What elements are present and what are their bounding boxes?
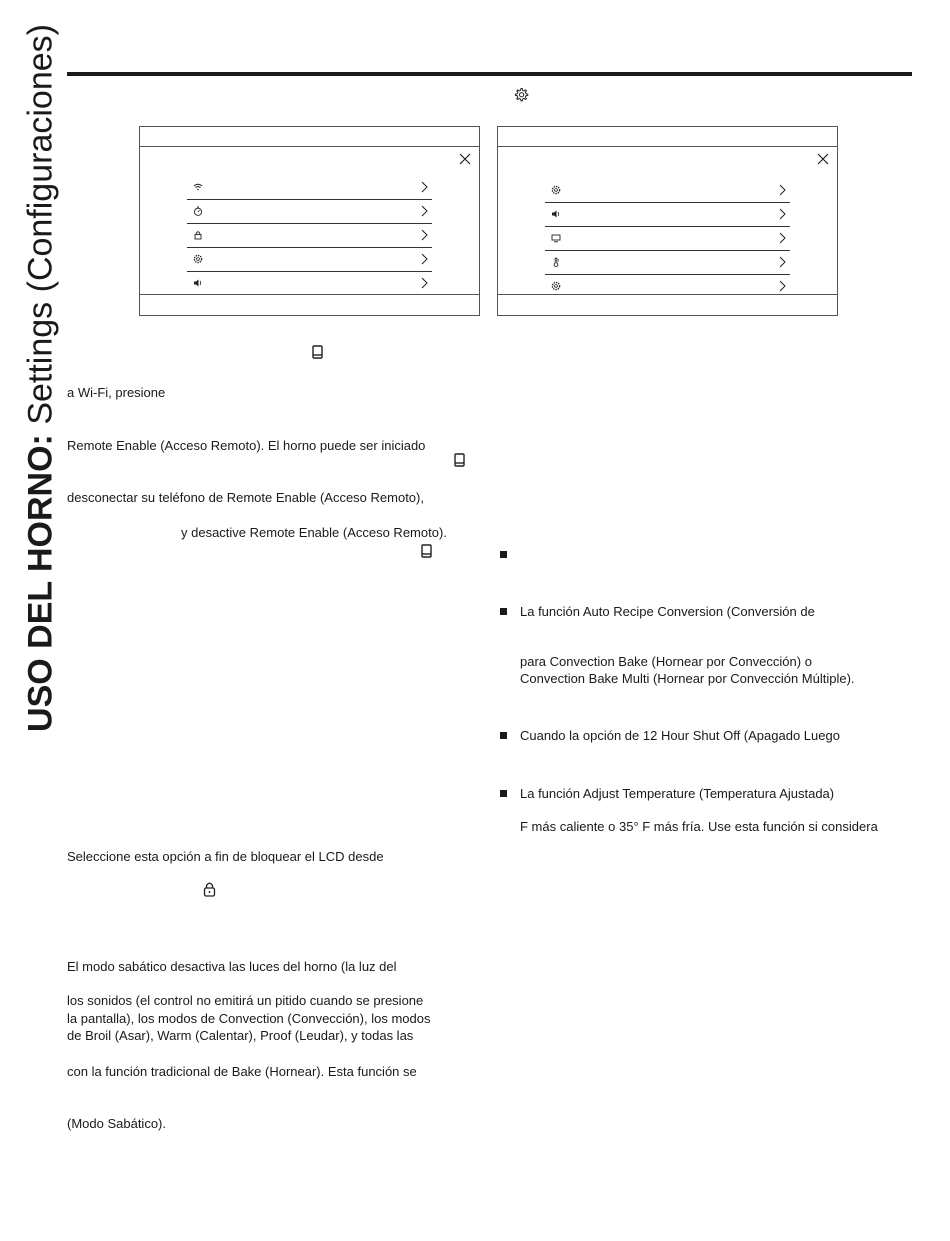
sabbath-text-5: con la función tradicional de Bake (Hornear). Esta función se [67, 1064, 417, 1079]
sabbath-text-6: (Modo Sabático). [67, 1116, 166, 1131]
section-title-regular: Settings (Configuraciones) [21, 24, 60, 425]
settings-item-sound[interactable] [545, 203, 790, 227]
sabbath-text-4: de Broil (Asar), Warm (Calentar), Proof (Leudar), y todas las [67, 1028, 414, 1043]
phone-icon [312, 345, 323, 359]
settings-item-lock[interactable] [187, 224, 432, 248]
disconnect-text: desconectar su teléfono de Remote Enable (Acceso Remoto), [67, 490, 424, 505]
chevron-right-icon [779, 256, 786, 268]
panel-footer-divider [498, 294, 837, 295]
close-icon[interactable] [459, 153, 471, 165]
chevron-right-icon [421, 253, 428, 265]
chevron-right-icon [421, 181, 428, 193]
header-rule [67, 72, 912, 76]
timer-icon [193, 206, 203, 216]
settings-item-display[interactable] [545, 227, 790, 251]
panel-header-divider [498, 146, 837, 147]
section-title-bold: USO DEL HORNO: [21, 434, 60, 732]
convection-text-2: Convection Bake Multi (Hornear por Convección Múltiple). [520, 671, 855, 686]
lock-text: Seleccione esta opción a fin de bloquear el LCD desde [67, 849, 384, 864]
phone-icon [454, 453, 465, 467]
sabbath-text-2: los sonidos (el control no emitirá un pitido cuando se presione [67, 993, 424, 1008]
chevron-right-icon [421, 229, 428, 241]
phone-icon [421, 544, 432, 558]
shutoff-text: Cuando la opción de 12 Hour Shut Off (Apagado Luego [520, 728, 840, 743]
adjust-temp-text-2: F más caliente o 35° F más fría. Use esta función si considera [520, 819, 878, 834]
wifi-text: a Wi-Fi, presione [67, 385, 166, 400]
convection-text-1: para Convection Bake (Hornear por Convección) o [520, 654, 812, 669]
settings-panel-1 [139, 126, 480, 316]
adjust-temp-text: La función Adjust Temperature (Temperatura Ajustada) [520, 786, 835, 801]
chevron-right-icon [779, 184, 786, 196]
speaker-icon [193, 278, 203, 288]
settings-item-settings[interactable] [187, 248, 432, 272]
bullet [500, 551, 507, 558]
settings-item-sound[interactable] [187, 272, 432, 295]
speaker-icon [551, 209, 561, 219]
settings-list [545, 179, 790, 298]
chevron-right-icon [421, 277, 428, 289]
close-icon[interactable] [817, 153, 829, 165]
settings-list [187, 176, 432, 295]
bullet [500, 608, 507, 615]
settings-item-settings[interactable] [545, 179, 790, 203]
settings-item-timer[interactable] [187, 200, 432, 224]
thermometer-icon [551, 257, 561, 267]
gear-icon [513, 87, 529, 103]
section-title [22, 24, 61, 732]
bullet [500, 790, 507, 797]
auto-recipe-text: La función Auto Recipe Conversion (Conversión de [520, 604, 815, 619]
display-icon [551, 233, 561, 243]
deactivate-text: y desactive Remote Enable (Acceso Remoto). [181, 525, 447, 540]
sabbath-text-3: la pantalla), los modos de Convection (Convección), los modos [67, 1011, 431, 1026]
panel-header-divider [140, 146, 479, 147]
chevron-right-icon [779, 280, 786, 292]
chevron-right-icon [779, 232, 786, 244]
gear-icon [551, 281, 561, 291]
lock-icon [203, 881, 216, 897]
wifi-icon [193, 182, 203, 192]
lock-icon [193, 230, 203, 240]
sabbath-text-1: El modo sabático desactiva las luces del horno (la luz del [67, 959, 397, 974]
chevron-right-icon [779, 208, 786, 220]
chevron-right-icon [421, 205, 428, 217]
gear-icon [551, 185, 561, 195]
bullet [500, 732, 507, 739]
settings-item-wifi[interactable] [187, 176, 432, 200]
panel-footer-divider [140, 294, 479, 295]
settings-panel-2 [497, 126, 838, 316]
settings-item-temperature[interactable] [545, 251, 790, 275]
gear-icon [193, 254, 203, 264]
remote-enable-text: Remote Enable (Acceso Remoto). El horno puede ser iniciado [67, 438, 426, 453]
